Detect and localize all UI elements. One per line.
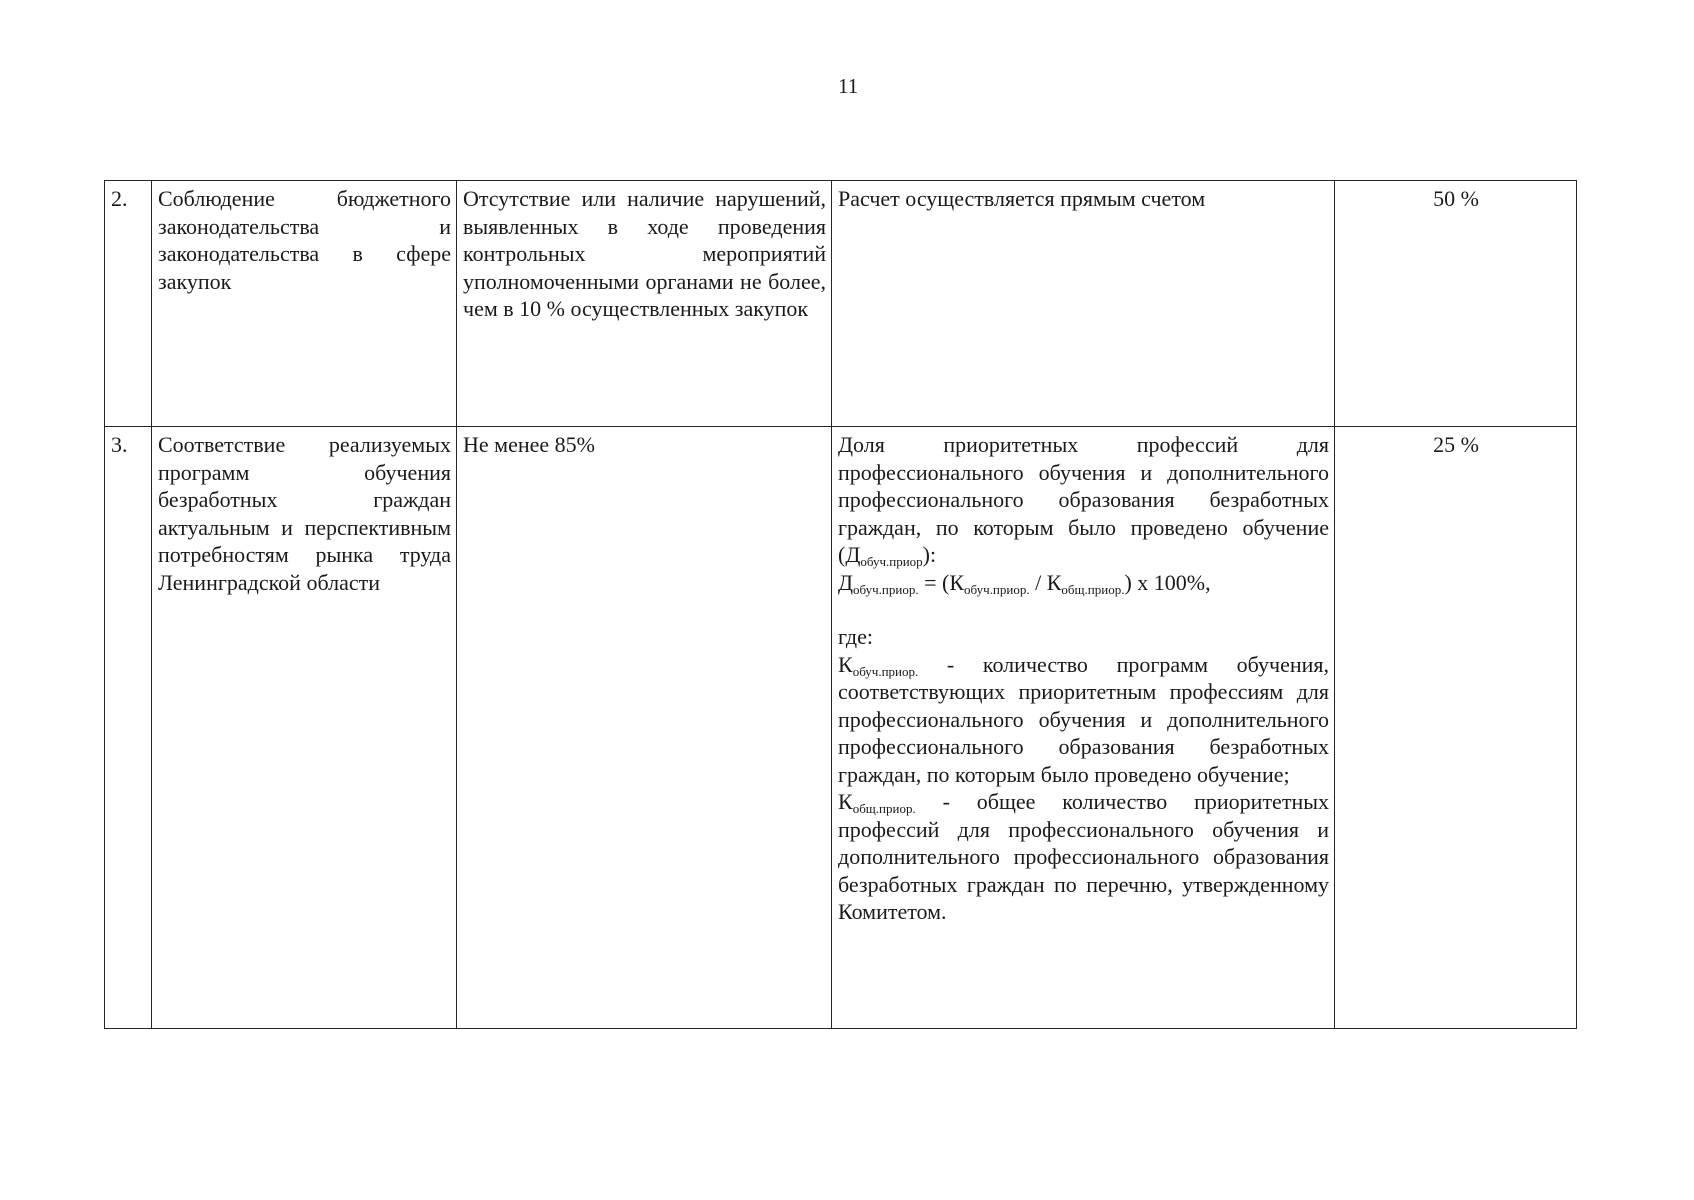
k1-def-subscript: обуч.приор. [852, 663, 919, 679]
criteria-table [104, 180, 1577, 1029]
formula-k2-subscript: общ.приор. [1061, 581, 1125, 597]
where-label: где: [838, 624, 873, 649]
formula-tail: ) х 100%, [1124, 569, 1211, 595]
calculation-method-cell: Расчет осуществляется прямым счетом [832, 181, 1335, 427]
calculation-method-cell [832, 427, 1335, 1029]
formula-equals: = ( [918, 569, 950, 595]
symbol-d-subscript: обуч.приор [860, 554, 923, 569]
k1-definition [838, 651, 1329, 789]
table-row [105, 181, 1577, 427]
method-intro-end: ): [922, 542, 937, 567]
k1-def-symbol: К [838, 651, 853, 677]
weight-cell: 50 % [1335, 181, 1577, 427]
k2-def-subscript: общ.приор. [852, 801, 916, 816]
formula-k1-subscript: обуч.приор. [964, 581, 1030, 597]
row-number-cell: 2. [105, 181, 152, 427]
weight-cell: 25 % [1335, 427, 1577, 1029]
indicator-cell: Соблюдение бюджетного законодательства и законодательства в сфере закупок [152, 181, 457, 427]
formula [838, 569, 1329, 597]
symbol-d: Д [845, 542, 861, 567]
formula-lhs-symbol: Д [838, 569, 854, 595]
k2-def-text: - общее количество приоритетных профессий для профессионального обучения и дополнительного профессионального образования безработных граждан по перечню, утвержденному Комитетом. [838, 789, 1329, 924]
formula-k2-symbol: К [1046, 569, 1062, 595]
k2-def-symbol: К [838, 789, 853, 814]
method-intro [838, 431, 1329, 569]
table-row [105, 427, 1577, 1029]
spacer [838, 596, 1329, 623]
page-number: 11 [838, 74, 859, 98]
formula-lhs-subscript: обуч.приор. [853, 581, 919, 597]
formula-k1-symbol: К [949, 569, 965, 595]
indicator-cell: Соответствие реализуемых программ обучения безработных граждан актуальным и перспективным потребностям рынка труда Ленинградской области [152, 427, 457, 1029]
method-intro-text: Доля приоритетных профессий для профессионального обучения и дополнительного профессионального образования безработных граждан, по которым было проведено обучение ( [838, 432, 1329, 567]
criterion-cell: Отсутствие или наличие нарушений, выявленных в ходе проведения контрольных мероприятий уполномоченными органами не более, чем в 10 % осуществленных закупок [457, 181, 832, 427]
criterion-cell: Не менее 85% [457, 427, 832, 1029]
k2-definition [838, 788, 1329, 926]
k1-def-text: - количество программ обучения, соответствующих приоритетным профессиям для профессионального обучения и дополнительного профессионального образования безработных граждан, по которым было проведено обучение; [838, 651, 1329, 787]
formula-divide: / [1029, 569, 1047, 595]
row-number-cell: 3. [105, 427, 152, 1029]
